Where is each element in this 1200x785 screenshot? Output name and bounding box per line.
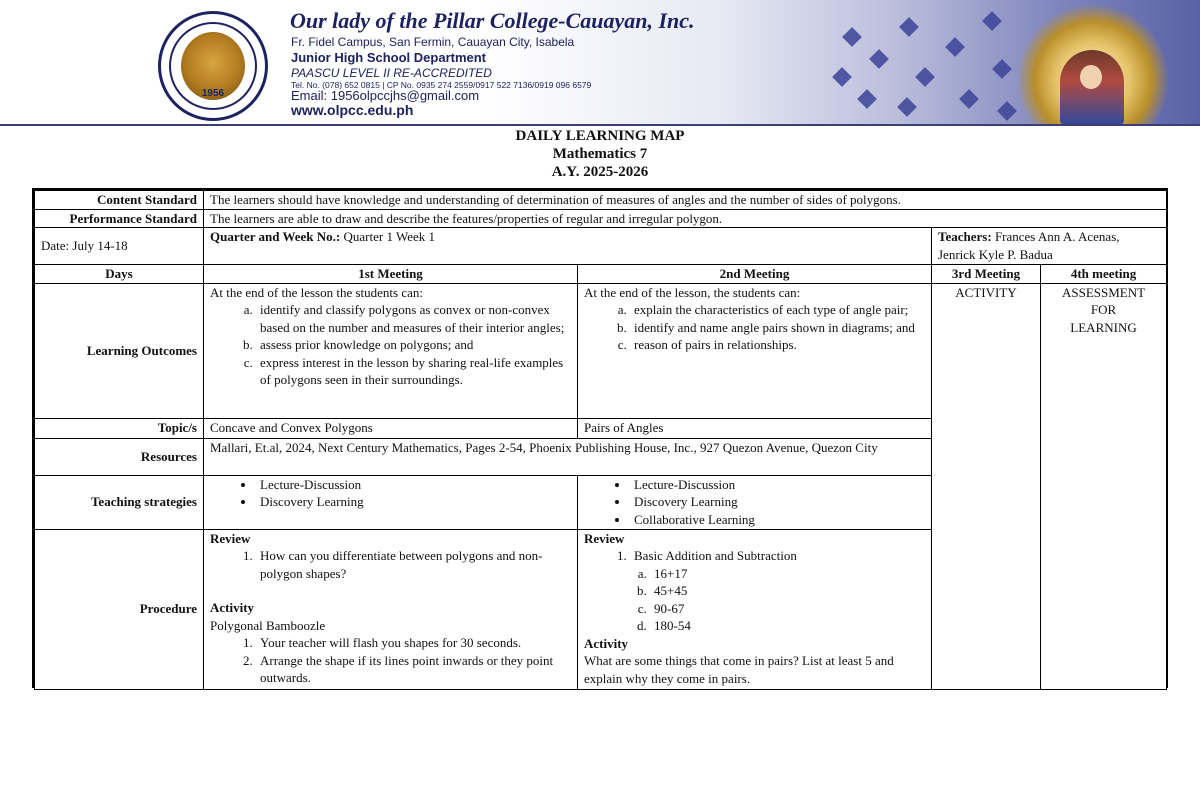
virgin-face <box>1080 65 1102 89</box>
decor-diamond <box>899 17 919 37</box>
decor-diamond <box>897 97 917 117</box>
outcomes-m1-list <box>210 301 571 389</box>
outcomes-m1 <box>204 283 578 418</box>
banner-divider <box>0 124 1200 126</box>
m4-assessment: ASSESSMENT FOR LEARNING <box>1061 284 1146 335</box>
department-name: Junior High School Department <box>291 50 487 65</box>
decor-diamond <box>992 59 1012 79</box>
list-item: c. express interest in the lesson by sharing real-life examples of polygons seen in their surroundings. <box>256 354 571 389</box>
academic-year: A.Y. 2025-2026 <box>551 164 649 180</box>
school-header-banner <box>0 0 1200 126</box>
procedure-m2-sub-list <box>584 565 925 635</box>
content-standard-text: The learners should have knowledge and understanding of determination of measures of angles and the number of sides of polygons. <box>204 191 1167 210</box>
list-item: c. reason of pairs in relationships. <box>630 336 925 354</box>
spacer <box>210 582 571 599</box>
list-item: • Collaborative Learning <box>630 511 925 529</box>
list-item: • Lecture-Discussion <box>256 476 571 494</box>
procedure-m2-activity-heading: Activity <box>584 635 629 651</box>
col-2nd-meeting: 2nd Meeting <box>578 265 932 284</box>
date-cell: Date: July 14-18 <box>35 228 204 265</box>
learning-outcomes-label: Learning Outcomes <box>35 283 204 418</box>
topics-label: Topic/s <box>35 418 204 438</box>
list-item: a. explain the characteristics of each type of angle pair; <box>630 301 925 319</box>
table-header-row <box>35 265 1167 284</box>
content-standard-label: Content Standard <box>35 191 204 210</box>
quarter-label: Quarter and Week No.: <box>210 229 341 244</box>
list-item: 1. Basic Addition and Subtraction <box>630 547 925 565</box>
col-3rd-meeting: 3rd Meeting <box>932 265 1041 284</box>
procedure-m2-activity-text: What are some things that come in pairs? List at least 5 and explain why they come in pairs. <box>584 653 894 686</box>
procedure-m1-review-heading: Review <box>210 530 251 546</box>
decor-diamond <box>945 37 965 57</box>
decor-diamond <box>959 89 979 109</box>
procedure-m2-review-list <box>584 547 925 565</box>
m4-assessment-cell <box>1041 283 1167 689</box>
list-item: b. 45+45 <box>650 582 925 600</box>
strategies-m2 <box>578 475 932 529</box>
school-email: Email: 1956olpccjhs@gmail.com <box>291 88 480 103</box>
list-item: • Discovery Learning <box>630 493 925 511</box>
decor-diamond <box>857 89 877 109</box>
list-item: a. 16+17 <box>650 565 925 583</box>
procedure-m1 <box>204 529 578 689</box>
performance-standard-text: The learners are able to draw and describe the features/properties of regular and irregular polygon. <box>204 209 1167 228</box>
list-item: 1. How can you differentiate between polygons and non-polygon shapes? <box>256 547 571 582</box>
quarter-cell <box>204 228 932 265</box>
col-1st-meeting: 1st Meeting <box>204 265 578 284</box>
teaching-strategies-label: Teaching strategies <box>35 475 204 529</box>
decor-diamond <box>869 49 889 69</box>
list-item: b. identify and name angle pairs shown in diagrams; and <box>630 319 925 337</box>
table-row <box>35 191 1167 210</box>
strategies-m1 <box>204 475 578 529</box>
m3-activity-cell <box>932 283 1041 689</box>
list-item: c. 90-67 <box>650 600 925 618</box>
procedure-m2-review-heading: Review <box>584 530 625 546</box>
decor-diamond <box>842 27 862 47</box>
col-4th-meeting: 4th meeting <box>1041 265 1167 284</box>
decor-diamond <box>915 67 935 87</box>
contact-numbers: Tel. No. (078) 652 0815 | CP No. 0935 274 2559/0917 522 7136/0919 096 6579 <box>291 80 592 90</box>
resources-label: Resources <box>35 438 204 475</box>
quarter-value: Quarter 1 Week 1 <box>343 229 435 244</box>
procedure-label: Procedure <box>35 529 204 689</box>
topic-m1: Concave and Convex Polygons <box>204 418 578 438</box>
table-row <box>35 209 1167 228</box>
list-item: a. identify and classify polygons as convex or non-convex based on the number and measures of their interior angles; <box>256 301 571 336</box>
strategies-m1-list <box>210 476 571 511</box>
list-item: b. assess prior knowledge on polygons; and <box>256 336 571 354</box>
procedure-m1-activity-heading: Activity <box>210 600 255 615</box>
procedure-m1-activity-title: Polygonal Bamboozle <box>210 617 326 633</box>
decor-diamond <box>997 101 1017 121</box>
resources-text: Mallari, Et.al, 2024, Next Century Mathematics, Pages 2-54, Phoenix Publishing House, Inc., 927 Quezon Avenue, Quezon City <box>204 438 932 475</box>
accreditation: PAASCU LEVEL II RE-ACCREDITED <box>291 66 492 80</box>
list-item: • Discovery Learning <box>256 493 571 511</box>
procedure-m1-activity-list <box>210 634 571 687</box>
document-title: DAILY LEARNING MAP <box>515 128 685 144</box>
outcomes-m2-list <box>584 301 925 354</box>
performance-standard-label: Performance Standard <box>35 209 204 228</box>
topic-m2: Pairs of Angles <box>578 418 932 438</box>
teachers-label: Teachers: <box>938 229 992 244</box>
teachers-value-2: Jenrick Kyle P. Badua <box>938 246 1053 262</box>
document-titles <box>0 127 1200 181</box>
list-item: 1. Your teacher will flash you shapes for 30 seconds. <box>256 634 571 652</box>
decor-diamond <box>982 11 1002 31</box>
campus-address: Fr. Fidel Campus, San Fermin, Cauayan City, Isabela <box>291 35 575 49</box>
school-seal-logo <box>158 11 268 121</box>
school-name: Our lady of the Pillar College-Cauayan, Inc. <box>290 8 695 33</box>
outcomes-m1-intro: At the end of the lesson the students can: <box>210 284 424 300</box>
procedure-m1-review-list <box>210 547 571 582</box>
list-item: • Lecture-Discussion <box>630 476 925 494</box>
procedure-m2 <box>578 529 932 689</box>
outcomes-m2 <box>578 283 932 418</box>
seal-year: 1956 <box>201 88 225 99</box>
teachers-cell <box>932 228 1167 265</box>
list-item: d. 180-54 <box>650 617 925 635</box>
strategies-m2-list <box>584 476 925 529</box>
table-row <box>35 283 1167 418</box>
outcomes-m2-intro: At the end of the lesson, the students can: <box>584 284 801 300</box>
teachers-value: Frances Ann A. Acenas, <box>994 229 1120 244</box>
col-days: Days <box>35 265 204 284</box>
m3-activity: ACTIVITY <box>955 284 1017 300</box>
list-item: 2. Arrange the shape if its lines point inwards or they point outwards. <box>256 652 571 687</box>
table-row <box>35 228 1167 265</box>
decor-diamond <box>832 67 852 87</box>
learning-map-table <box>34 190 1167 690</box>
school-website: www.olpcc.edu.ph <box>291 102 414 118</box>
subject-title: Mathematics 7 <box>552 146 648 162</box>
